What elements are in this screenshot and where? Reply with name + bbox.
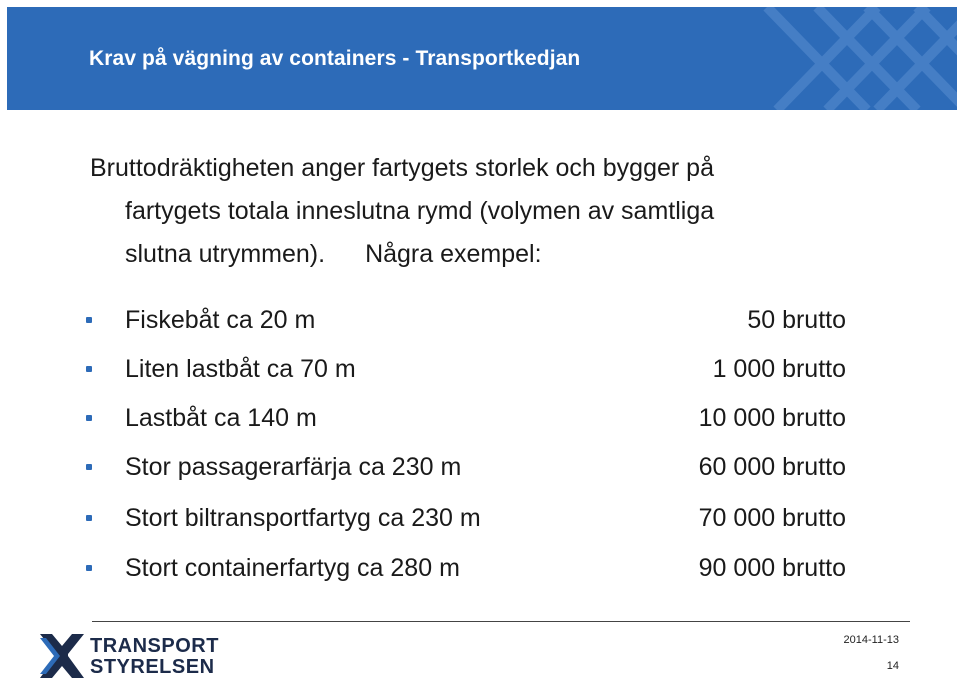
transportstyrelsen-logo — [40, 634, 220, 680]
bullet-icon — [86, 515, 92, 521]
logo-line-1: TRANSPORT — [90, 635, 219, 657]
bullet-icon — [86, 366, 92, 372]
gross-tonnage: 1 000 brutto — [712, 355, 846, 383]
page-number: 14 — [886, 660, 899, 672]
gross-tonnage: 50 brutto — [747, 306, 846, 334]
list-item — [0, 496, 960, 536]
gross-tonnage: 10 000 brutto — [698, 404, 846, 432]
list-item — [0, 298, 960, 338]
logo-line-2: STYRELSEN — [90, 656, 215, 678]
list-item — [0, 445, 960, 485]
gross-tonnage: 60 000 brutto — [698, 453, 846, 481]
ship-type: Stor passagerarfärja ca 230 m — [125, 453, 462, 481]
footer-divider — [92, 621, 910, 622]
bullet-icon — [86, 464, 92, 470]
intro-line-3-b: Några exempel: — [365, 240, 542, 268]
slide-date: 2014-11-13 — [843, 634, 899, 646]
ship-type: Stort biltransportfartyg ca 230 m — [125, 504, 481, 532]
intro-line-2: fartygets totala inneslutna rymd (volymen av samtliga — [125, 197, 715, 225]
gross-tonnage: 70 000 brutto — [698, 504, 846, 532]
bullet-icon — [86, 317, 92, 323]
transportstyrelsen-logo-icon — [40, 634, 84, 678]
intro-line-3-a: slutna utrymmen). — [125, 240, 326, 268]
bullet-icon — [86, 415, 92, 421]
ship-type: Liten lastbåt ca 70 m — [125, 355, 356, 383]
logo-wordmark — [90, 636, 219, 678]
ship-type: Fiskebåt ca 20 m — [125, 306, 316, 334]
ship-type: Stort containerfartyg ca 280 m — [125, 554, 460, 582]
ship-type: Lastbåt ca 140 m — [125, 404, 317, 432]
intro-line-3 — [90, 233, 910, 276]
gross-tonnage: 90 000 brutto — [698, 554, 846, 582]
intro-line-1: Bruttodräktigheten anger fartygets storlek och bygger på — [90, 154, 714, 182]
intro-paragraph — [90, 147, 910, 276]
list-item — [0, 396, 960, 436]
slide-title: Krav på vägning av containers - Transportkedjan — [89, 47, 581, 70]
list-item — [0, 347, 960, 387]
header-pattern-graphic — [727, 7, 957, 110]
bullet-icon — [86, 565, 92, 571]
list-item — [0, 546, 960, 586]
title-bar — [7, 7, 957, 110]
